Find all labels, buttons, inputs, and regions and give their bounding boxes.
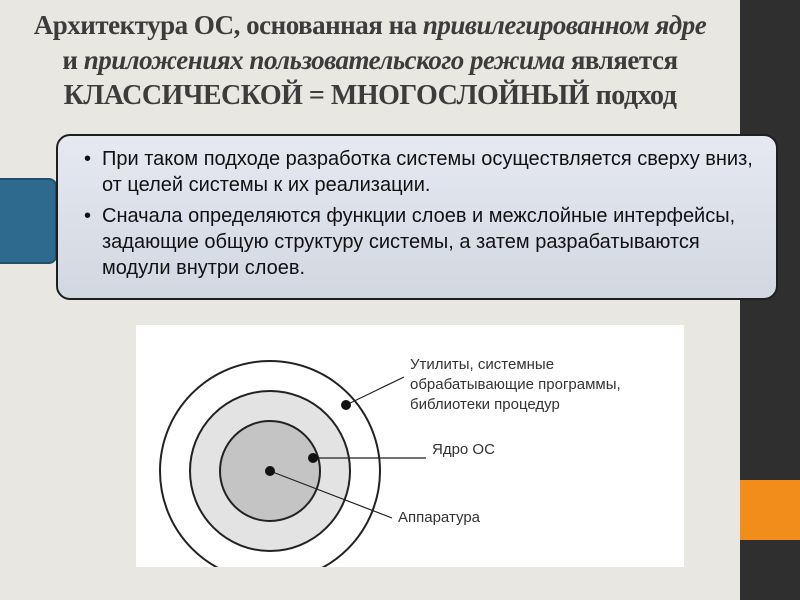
label-outer-2: обрабатывающие программы, xyxy=(410,376,621,393)
label-core: Ядро ОС xyxy=(432,441,495,458)
bullet-box xyxy=(56,134,778,300)
title-line-3: КЛАССИЧЕСКОЙ = МНОГОСЛОЙНЫЙ подход xyxy=(63,80,677,111)
hardware-pointer-dot xyxy=(265,466,275,476)
title-text: Архитектура ОС, основанная на xyxy=(33,10,423,40)
title-text: и xyxy=(62,45,84,75)
bullet-list xyxy=(84,146,756,281)
label-outer-1: Утилиты, системные xyxy=(410,356,555,373)
bullet-item: • Сначала определяются функции слоев и межслойные интерфейсы, задающие общую структуру системы, а затем разрабатываются модули внутри слоев. xyxy=(84,203,756,281)
orange-accent-block xyxy=(740,480,800,540)
slide-title xyxy=(0,8,740,113)
title-line-1 xyxy=(0,8,740,43)
title-line-2 xyxy=(0,43,740,78)
title-italic: привилегированном ядре xyxy=(422,10,707,40)
title-text: является xyxy=(564,45,678,75)
layers-diagram xyxy=(136,325,684,567)
outer-pointer-line xyxy=(346,377,404,405)
bullet-item: • При таком подходе разработка системы осуществляется сверху вниз, от целей системы к их реализации. xyxy=(84,146,756,198)
kernel-pointer-dot xyxy=(308,453,318,463)
layers-diagram-svg xyxy=(136,325,684,567)
label-hardware: Аппаратура xyxy=(398,509,481,526)
label-outer-3: библиотеки процедур xyxy=(410,396,560,413)
blue-accent-tab xyxy=(0,178,57,264)
title-italic: приложениях пользовательского режима xyxy=(83,45,565,75)
outer-pointer-dot xyxy=(341,400,351,410)
